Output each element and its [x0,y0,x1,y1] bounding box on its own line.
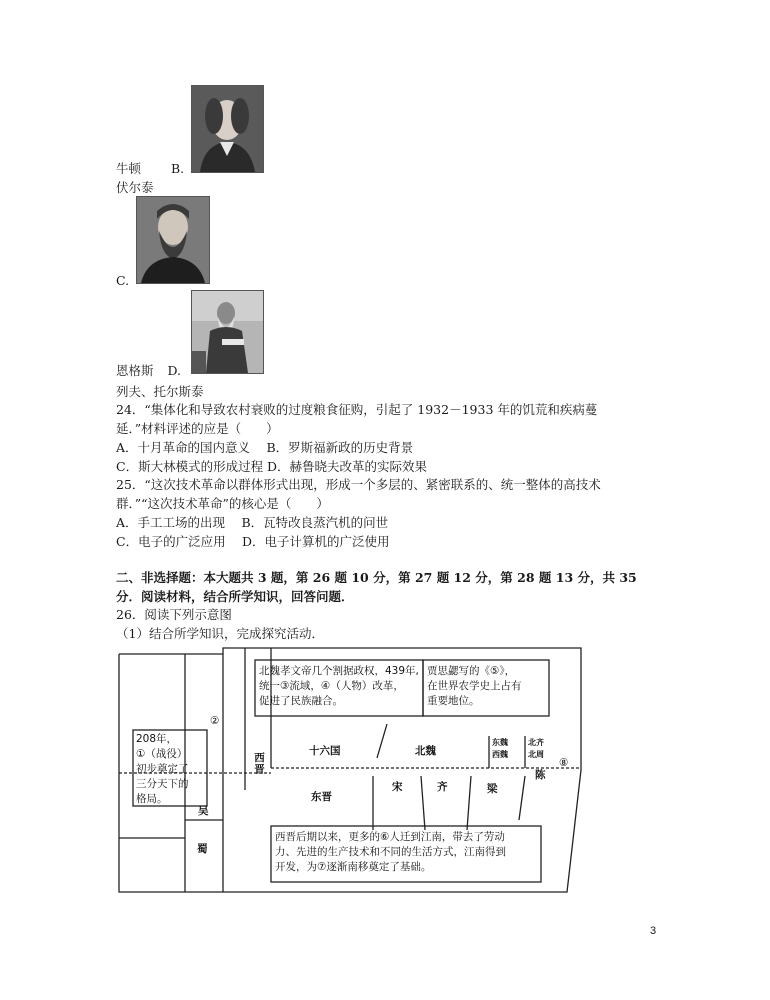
label-beizhou: 北周 [528,750,544,759]
q26-sub1: （1）结合所学知识，完成探究活动． [116,626,324,641]
label-xijin: 西晋 [253,752,265,775]
q24-stem-line1: 24．“集体化和导致农村衰败的过度粮食征购，引起了 1932－1933 年的饥荒和疾病蔓 [116,402,598,417]
migration-box-line3: 开发，为⑦逐渐南移奠定了基础。 [275,861,432,873]
marker-8: ⑧ [559,757,569,769]
northern-wei-box [259,664,419,709]
q25-stem-line1: 25．“这次技术革命以群体形式出现，形成一个多层的、紧密联系的、统一整体的高技术 [116,477,601,492]
label-song: 宋 [392,781,403,793]
q24-stem-line2: 延．”材料评述的应是（ ） [116,421,279,436]
jia-sixie-box-line1: 贾思勰写的《⑤》， [427,665,516,677]
red-cliff-box-line5: 格局。 [136,793,168,805]
engels-label: 恩格斯 [116,363,154,378]
label-dongjin: 东晋 [311,791,332,803]
migration-box-line1: 西晋后期以来，更多的⑥人迁到江南，带去了劳动 [275,831,505,843]
page-number: 3 [650,925,657,937]
option-b-label: 伏尔泰 [116,180,154,195]
label-liang: 梁 [487,783,498,795]
newton-label: 牛顿 [116,161,142,176]
q25-stem-line2: 群．”“这次技术革命”的核心是（ ） [116,496,329,511]
option-c-label [116,363,181,379]
northern-wei-box-line3: 促进了民族融合。 [259,695,343,707]
section2-heading-line1: 二、非选择题：本大题共 3 题，第 26 题 10 分，第 27 题 12 分，第 28 题 13 分，共 35 [116,570,637,585]
migration-box [275,830,506,875]
label-beiqi: 北齐 [528,738,544,747]
jia-sixie-box-line3: 重要地位。 [427,695,480,707]
red-cliff-box-line3: 初步奠定了 [136,763,189,775]
jia-sixie-box [427,664,522,709]
tolstoy-portrait [191,290,264,374]
label-chen: 陈 [535,769,546,781]
migration-box-line2: 力、先进的生产技术和不同的生活方式，江南得到 [275,846,506,858]
label-xiwei: 西魏 [492,750,508,759]
q25-options-cd: C．电子的广泛应用 D．电子计算机的广泛使用 [116,534,390,549]
jia-sixie-box-line2: 在世界农学史上占有 [427,680,522,692]
section2-heading-line2: 分．阅读材料，结合所学知识，回答问题． [116,589,354,604]
period-map-diagram [115,640,585,895]
option-d-label: 列夫、托尔斯泰 [116,384,204,399]
option-a-label [116,161,184,177]
red-cliff-box-line2: ①（战役） [136,748,188,760]
label-dongwei: 东魏 [492,738,508,747]
marker-2: ② [210,715,220,727]
northern-wei-box-line2: 统一③流域，④（人物）改革， [259,680,404,692]
northern-wei-box-line1: 北魏孝文帝几个割据政权，439年, [259,665,419,677]
red-cliff-box-line1: 208年， [136,733,178,745]
red-cliff-box [136,732,189,807]
option-b-marker: B. [170,161,185,176]
red-cliff-box-line4: 三分天下的 [136,778,189,790]
voltaire-portrait [191,85,264,173]
label-shiliuguo: 十六国 [309,745,341,757]
label-shu: 蜀 [197,843,208,855]
option-d-marker: D. [167,363,182,378]
q24-options-cd: C．斯大林模式的形成过程 D．赫鲁晓夫改革的实际效果 [116,459,428,474]
label-beiwei: 北魏 [415,745,436,757]
q25-options-ab: A．手工工场的出现 B．瓦特改良蒸汽机的问世 [116,515,389,530]
q24-options-ab: A．十月革命的国内意义 B．罗斯福新政的历史背景 [116,440,414,455]
label-qi: 齐 [437,781,448,793]
q26-stem: 26．阅读下列示意图 [116,607,232,622]
option-c-marker: C. [116,273,130,288]
engels-portrait [136,196,210,284]
label-wu: 吴 [198,805,209,817]
